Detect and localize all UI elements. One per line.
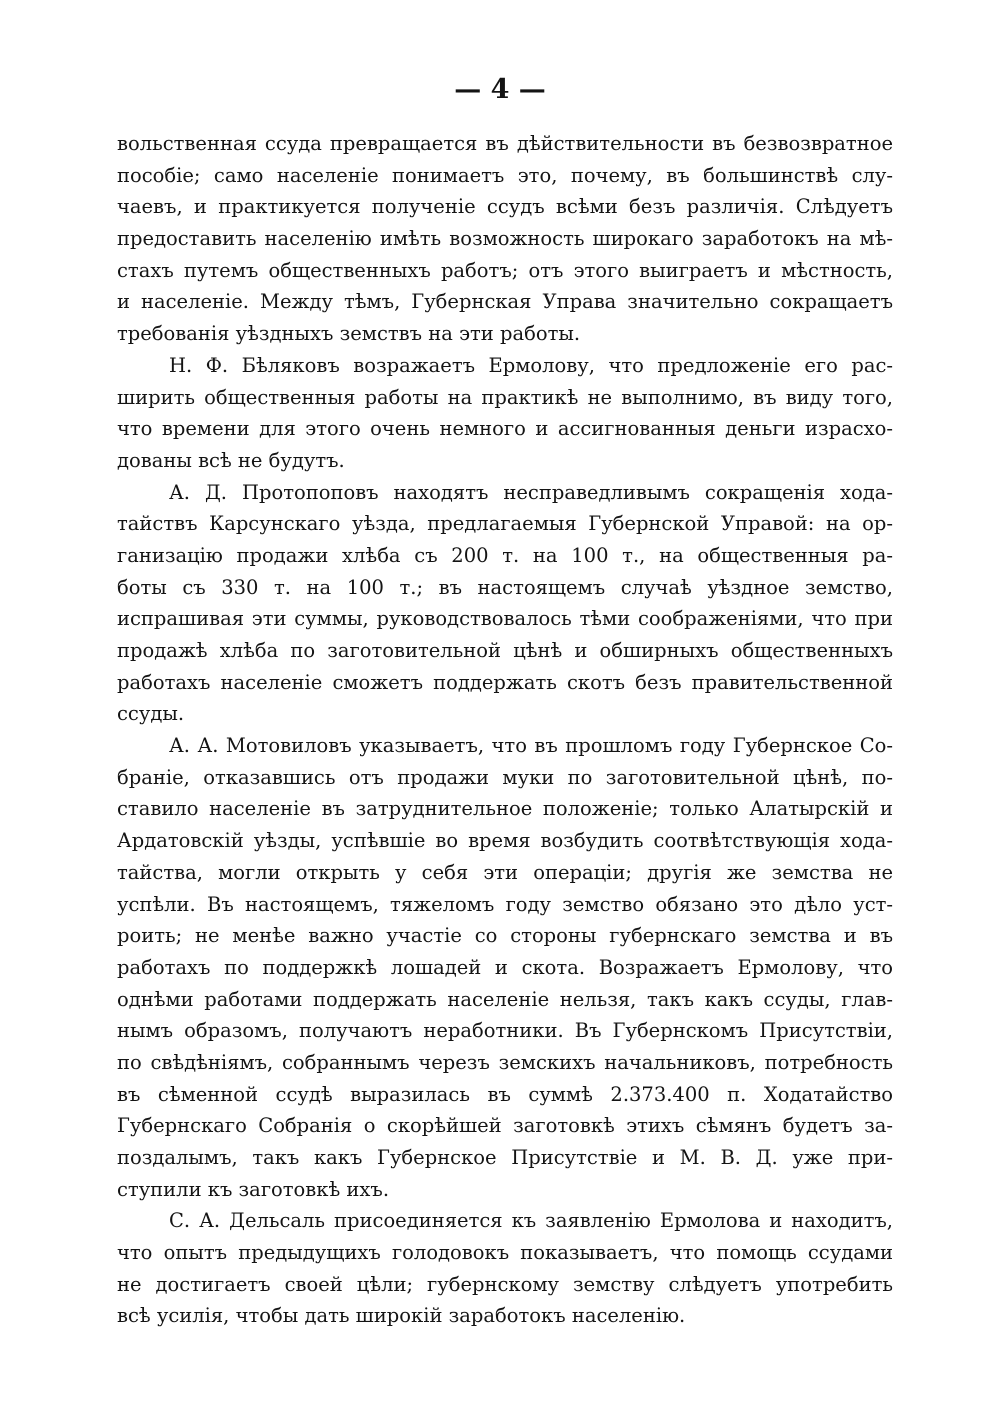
text-line: стахъ путемъ общественныхъ работъ; отъ этого выиграетъ и мѣстность, [117, 258, 893, 282]
text-line: работахъ по поддержкѣ лошадей и скота. Возражаетъ Ермолову, что [117, 955, 893, 979]
text-line: ганизацію продажи хлѣба съ 200 т. на 100 т., на общественныя ра- [117, 543, 893, 567]
text-line: тайства, могли открыть у себя эти операціи; другія же земства не [117, 860, 893, 884]
text-line: вольственная ссуда превращается въ дѣйствительности въ безвозвратное [117, 132, 893, 155]
paragraph [117, 730, 893, 1205]
text-line: А. Д. Протопоповъ находятъ несправедливымъ сокращенія хода- [169, 480, 893, 504]
text-line: успѣли. Въ настоящемъ, тяжеломъ году земство обязано это дѣло уст- [117, 892, 893, 916]
text-line: что времени для этого очень немного и ассигнованныя деньги израсхо- [117, 417, 893, 441]
document-body [117, 128, 893, 1332]
text-line: Н. Ф. Бѣляковъ возражаетъ Ермолову, что предложеніе его рас- [169, 353, 893, 377]
text-line: всѣ усилія, чтобы дать широкій заработокъ населенію. [117, 1304, 686, 1328]
text-line: ссуды. [117, 702, 185, 726]
text-line: браніе, отказавшись отъ продажи муки по заготовительной цѣнѣ, по- [117, 765, 893, 789]
paragraph [117, 477, 893, 731]
text-line: дованы всѣ не будутъ. [117, 448, 345, 472]
text-line: однѣми работами поддержать населеніе нельзя, такъ какъ ссуды, глав- [117, 987, 893, 1011]
text-line: требованія уѣздныхъ земствъ на эти работы. [117, 322, 581, 346]
text-line: работахъ населеніе сможетъ поддержать скотъ безъ правительственной [117, 670, 893, 694]
text-line: и населеніе. Между тѣмъ, Губернская Управа значительно сокращаетъ [117, 290, 893, 314]
text-line: ступили къ заготовкѣ ихъ. [117, 1177, 390, 1201]
text-line: не достигаетъ своей цѣли; губернскому земству слѣдуетъ употребить [117, 1272, 893, 1296]
paragraph [117, 128, 893, 350]
text-line: чаевъ, и практикуется полученіе ссудъ всѣми безъ различія. Слѣдуетъ [117, 195, 893, 219]
text-line: пособіе; само населеніе понимаетъ это, почему, въ большинствѣ слу- [117, 163, 893, 187]
text-line: роить; не менѣе важно участіе со стороны губернскаго земства и въ [117, 924, 893, 948]
text-line: боты съ 330 т. на 100 т.; въ настоящемъ случаѣ уѣздное земство, [117, 575, 893, 599]
text-line: предоставить населенію имѣть возможность широкаго заработокъ на мѣ- [117, 227, 893, 251]
text-line: испрашивая эти суммы, руководствовалось тѣми соображеніями, что при [117, 607, 893, 631]
page-number: — 4 — [454, 74, 546, 105]
text-line: по свѣдѣніямъ, собраннымъ черезъ земскихъ начальниковъ, потребность [117, 1050, 893, 1074]
text-line: С. А. Дельсаль присоединяется къ заявленію Ермолова и находитъ, [169, 1209, 893, 1233]
text-line: А. А. Мотовиловъ указываетъ, что въ прошломъ году Губернское Со- [169, 734, 893, 758]
text-line: что опытъ предыдущихъ голодовокъ показываетъ, что помощь ссудами [117, 1241, 893, 1265]
text-line: ширить общественныя работы на практикѣ не выполнимо, въ виду того, [117, 385, 893, 409]
text-line: продажѣ хлѣба по заготовительной цѣнѣ и обширныхъ общественныхъ [117, 639, 893, 662]
text-line: поздалымъ, такъ какъ Губернское Присутствіе и М. В. Д. уже при- [117, 1146, 893, 1169]
paragraph [117, 350, 893, 477]
paragraph [117, 1205, 893, 1332]
text-line: Губернскаго Собранія о скорѣйшей заготовкѣ этихъ сѣмянъ будетъ за- [117, 1114, 893, 1138]
text-line: Ардатовскій уѣзды, успѣвшіе во время возбудить соотвѣтствующія хода- [117, 829, 893, 853]
text-line: тайствъ Карсунскаго уѣзда, предлагаемыя Губернской Управой: на ор- [117, 512, 893, 536]
text-line: въ сѣменной ссудѣ выразилась въ суммѣ 2.373.400 п. Ходатайство [117, 1082, 893, 1106]
text-line: ставило населеніе въ затруднительное положеніе; только Алатырскій и [117, 797, 893, 821]
text-line: нымъ образомъ, получаютъ неработники. Въ Губернскомъ Присутствіи, [117, 1019, 893, 1043]
